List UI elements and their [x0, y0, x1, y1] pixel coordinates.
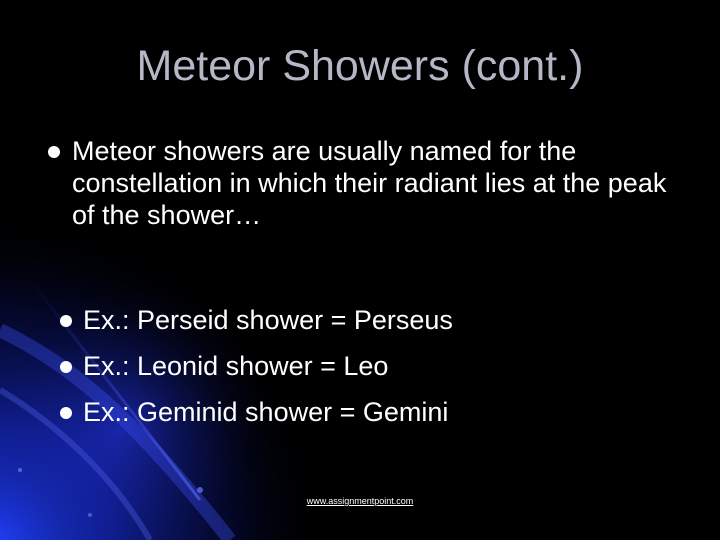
footer-link[interactable]: www.assignmentpoint.com [306, 496, 414, 506]
bullet-item [60, 350, 660, 382]
bullet-dot-icon [60, 315, 72, 327]
bullet-text: Meteor showers are usually named for the constellation in which their radiant lies at the peak of the shower… [72, 136, 667, 230]
bullet-dot-icon [60, 361, 72, 373]
bullet-dot-icon [48, 146, 60, 158]
bullet-dot-icon [60, 407, 72, 419]
bullet-text: Ex.: Perseid shower = Perseus [83, 305, 453, 335]
bullet-item [60, 396, 660, 428]
bullet-text: Ex.: Geminid shower = Gemini [83, 397, 449, 427]
bullet-item [60, 304, 660, 336]
bullet-text: Ex.: Leonid shower = Leo [83, 351, 389, 381]
bullet-item [48, 135, 688, 231]
slide-title: Meteor Showers (cont.) [136, 42, 584, 90]
